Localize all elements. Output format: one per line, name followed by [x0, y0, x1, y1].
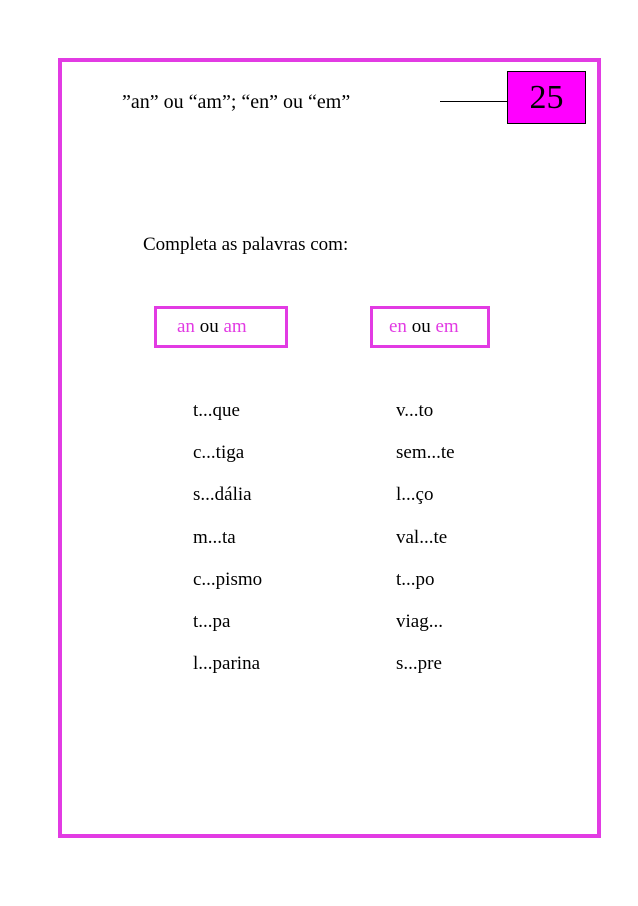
list-item: v...to — [396, 400, 434, 421]
list-item: m...ta — [193, 526, 236, 548]
list-item: viag... — [396, 610, 443, 632]
option-box-en-em — [370, 306, 490, 348]
list-item: s...pre — [396, 653, 442, 675]
word-list-an-am — [193, 398, 262, 693]
option-em: em — [435, 316, 459, 337]
list-item: t...po — [396, 568, 435, 590]
title-connector-line — [440, 101, 510, 102]
page-number-badge: 25 — [507, 71, 586, 124]
list-item: c...tiga — [193, 442, 245, 464]
list-item: s...dália — [193, 484, 252, 506]
option-an: an — [177, 316, 195, 337]
list-item: c...pismo — [193, 568, 263, 590]
instruction-text: Completa as palavras com: — [143, 234, 349, 255]
list-item: val...te — [396, 526, 448, 548]
option-en: en — [389, 316, 407, 337]
option-separator: ou — [194, 316, 224, 337]
option-separator: ou — [406, 316, 436, 337]
list-item: t...que — [193, 400, 240, 421]
list-item: sem...te — [396, 442, 455, 464]
list-item: t...pa — [193, 610, 231, 632]
page-frame — [58, 58, 601, 838]
option-box-an-am — [154, 306, 288, 348]
list-item: l...ço — [396, 484, 434, 506]
word-list-en-em — [396, 398, 455, 693]
page-title: ”an” ou “am”; “en” ou “em” — [122, 91, 351, 113]
option-am: am — [223, 316, 247, 337]
list-item: l...parina — [193, 653, 261, 675]
